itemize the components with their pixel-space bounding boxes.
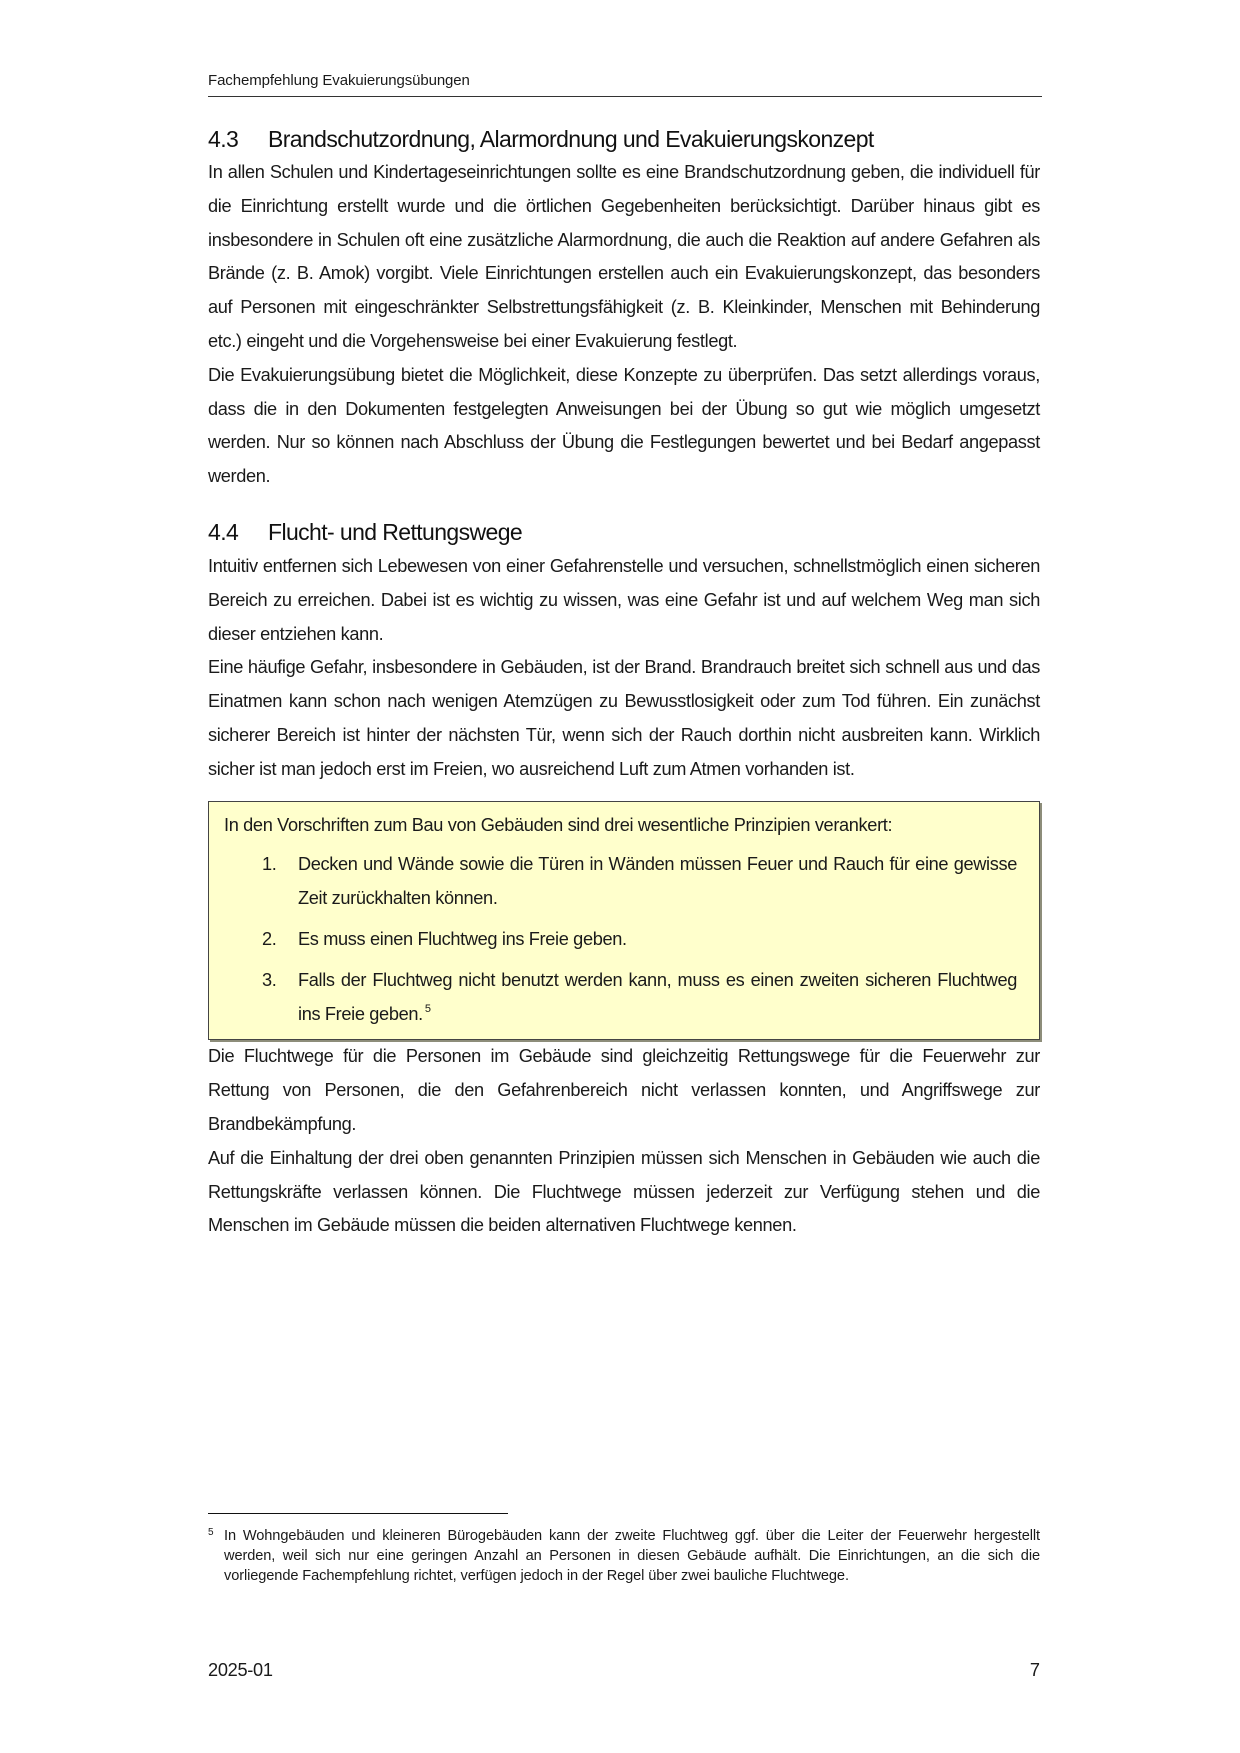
list-item xyxy=(224,964,1017,1032)
list-marker: 2. xyxy=(262,928,277,949)
principles-callout-box xyxy=(208,801,1040,1041)
paragraph: In allen Schulen und Kindertageseinrichtungen sollte es eine Brandschutzordnung geben, die individuell für die Einrichtung erstellt wurde und die örtlichen Gegebenheiten berücksichtigt. Darüber hinaus gibt es insbesondere in Schulen oft eine zusätzliche Alarmordnung, die auch die Reaktion auf andere Gefahren als Brände (z. B. Amok) vorgibt. Viele Einrichtungen erstellen auch ein Evakuierungskonzept, das besonders auf Personen mit eingeschränkter Selbstrettungsfähigkeit (z. B. Kleinkinder, Menschen mit Behinderung etc.) eingeht und die Vorgehensweise bei einer Evakuierung festlegt. xyxy=(208,162,1040,351)
section-number: 4.4 xyxy=(208,519,239,546)
list-marker: 3. xyxy=(262,969,277,990)
page-content xyxy=(208,115,1040,1243)
list-marker: 1. xyxy=(262,854,277,875)
list-item-text: Falls der Fluchtweg nicht benutzt werden kann, muss es einen zweiten sicheren Fluchtweg ins Freie geben. xyxy=(298,969,1017,1024)
paragraph: Die Fluchtwege für die Personen im Gebäude sind gleichzeitig Rettungswege für die Feuerwehr zur Rettung von Personen, die den Gefahrenbereich nicht verlassen konnten, und Angriffswege zur Brandbekämpfung. xyxy=(208,1046,1040,1134)
section-title: Flucht- und Rettungswege xyxy=(268,519,523,546)
paragraph: Auf die Einhaltung der drei oben genannten Prinzipien müssen sich Menschen in Gebäuden wie auch die Rettungskräfte verlassen können. Die Fluchtwege müssen jederzeit zur Verfügung stehen und die Menschen im Gebäude müssen die beiden alternativen Fluchtwege kennen. xyxy=(208,1147,1040,1236)
footnote-marker: 5 xyxy=(208,1527,214,1538)
section-title: Brandschutzordnung, Alarmordnung und Evakuierungskonzept xyxy=(268,125,874,152)
section-heading-4-3 xyxy=(208,122,1040,156)
paragraph: Eine häufige Gefahr, insbesondere in Gebäuden, ist der Brand. Brandrauch breitet sich schnell aus und das Einatmen kann schon nach wenigen Atemzügen zu Bewusstlosigkeit oder zum Tod führen. Ein zunächst sicherer Bereich ist hinter der nächsten Tür, wenn sich der Rauch dorthin nicht ausbreiten kann. Wirklich sicher ist man jedoch erst im Freien, wo ausreichend Luft zum Atmen vorhanden ist. xyxy=(208,657,1040,779)
header-divider xyxy=(208,96,1042,97)
footnote-reference[interactable]: 5 xyxy=(424,1003,431,1016)
running-header: Fachempfehlung Evakuierungsübungen xyxy=(208,72,470,89)
list-item xyxy=(224,848,1017,916)
section-number: 4.3 xyxy=(208,125,239,152)
paragraph: Die Evakuierungsübung bietet die Möglichkeit, diese Konzepte zu überprüfen. Das setzt allerdings voraus, dass die in den Dokumenten festgelegten Anweisungen bei der Übung so gut wie möglich umgesetzt werden. Nur so können nach Abschluss der Übung die Festlegungen bewertet und bei Bedarf angepasst werden. xyxy=(208,364,1040,487)
list-item-text-wrap xyxy=(298,964,1017,1032)
footnote-separator xyxy=(208,1513,508,1514)
list-item-text: Es muss einen Fluchtweg ins Freie geben. xyxy=(298,928,627,949)
list-item xyxy=(224,923,1017,957)
principles-list xyxy=(224,848,1017,1031)
list-item-text: Decken und Wände sowie die Türen in Wänden müssen Feuer und Rauch für eine gewisse Zeit zurückhalten können. xyxy=(298,854,1017,909)
paragraph: Intuitiv entfernen sich Lebewesen von einer Gefahrenstelle und versuchen, schnellstmöglich einen sicheren Bereich zu erreichen. Dabei ist es wichtig zu wissen, was eine Gefahr ist und auf welchem Weg man sich dieser entziehen kann. xyxy=(208,555,1040,644)
section-heading-4-4 xyxy=(208,516,1040,550)
footer-version: 2025-01 xyxy=(208,1660,273,1680)
footnote xyxy=(208,1526,1040,1586)
callout-intro: In den Vorschriften zum Bau von Gebäuden sind drei wesentliche Prinzipien verankert: xyxy=(224,814,893,835)
footnote-text: In Wohngebäuden und kleineren Bürogebäuden kann der zweite Fluchtweg ggf. über die Leiter der Feuerwehr hergestellt werden, weil sich nur eine geringen Anzahl an Personen in diesen Gebäude aufhält. Die Einrichtungen, an die sich die vorliegende Fachempfehlung richtet, verfügen jedoch in der Regel über zwei bauliche Fluchtwege. xyxy=(224,1528,1040,1584)
page-number: 7 xyxy=(1029,1660,1040,1680)
